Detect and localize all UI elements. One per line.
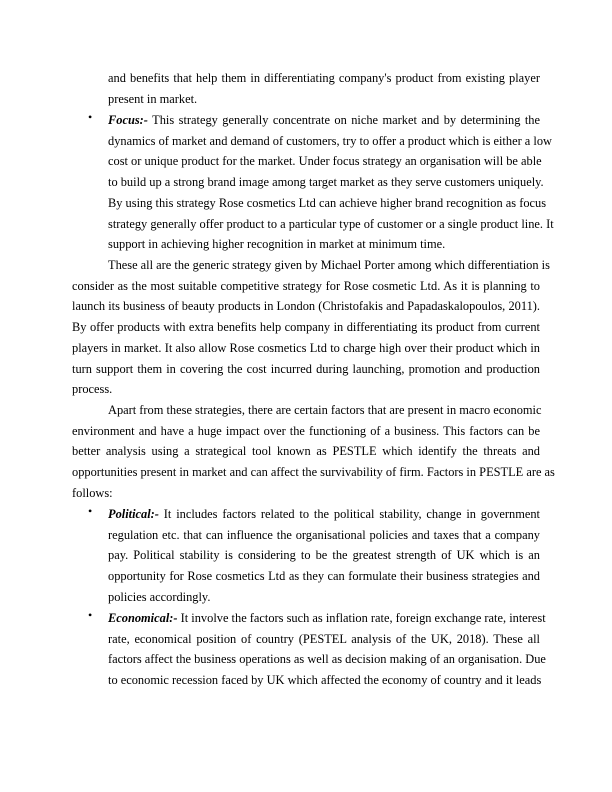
text-line: process. <box>72 382 113 397</box>
text-line: By offer products with extra benefits help company in differentiating its product from current <box>72 320 540 335</box>
political-first-line: It includes factors related to the political stability, change in government <box>158 507 540 521</box>
text-line: follows: <box>72 485 113 500</box>
economical-term: Economical:- <box>108 611 178 625</box>
text-line: present in market. <box>108 91 198 106</box>
continuation-paragraph <box>108 68 540 109</box>
text-line <box>108 608 546 629</box>
text-line: opportunity for Rose cosmetics Ltd as they can formulate their business strategies and <box>108 569 540 584</box>
text-line: rate, economical position of country (PESTEL analysis of the UK, 2018). These all <box>108 631 540 646</box>
text-line: better analysis using a strategical tool known as PESTLE which identify the threats and <box>72 444 540 459</box>
text-line: strategy generally offer product to a particular type of customer or a single product line. It <box>108 216 554 231</box>
text-line: factors affect the business operations as well as decision making of an organisation. Due <box>108 652 546 667</box>
text-line: support in achieving higher recognition in market at minimum time. <box>108 237 446 252</box>
bullet-icon: • <box>88 504 93 518</box>
economical-first-line: It involve the factors such as inflation rate, foreign exchange rate, interest <box>177 611 546 625</box>
focus-first-line: This strategy generally concentrate on niche market and by determining the <box>147 113 540 127</box>
text-line: to build up a strong brand image among target market as they serve customers uniquely. <box>108 175 544 190</box>
text-line: opportunities present in market and can affect the survivability of firm. Factors in PESTLE are as <box>72 465 555 480</box>
text-line <box>108 504 540 525</box>
text-line: turn support them in covering the cost incurred during launching, promotion and production <box>72 361 540 376</box>
economical-bullet-item <box>108 608 546 691</box>
text-line: and benefits that help them in differentiating company's product from existing player <box>108 71 540 85</box>
text-line: players in market. It also allow Rose cosmetics Ltd to charge high over their product which in <box>72 340 540 355</box>
political-term: Political:- <box>108 507 159 521</box>
text-line <box>108 110 540 131</box>
text-line: environment and have a huge impact over the functioning of a business. This factors can be <box>72 423 540 438</box>
bullet-icon: • <box>88 110 93 124</box>
paragraph-generic-strategy <box>72 255 550 400</box>
text-line: Apart from these strategies, there are certain factors that are present in macro economic <box>108 403 542 417</box>
text-line: to economic recession faced by UK which affected the economy of country and it leads <box>108 673 542 688</box>
paragraph-pestle-intro <box>72 400 555 504</box>
text-line: policies accordingly. <box>108 589 211 604</box>
text-line: dynamics of market and demand of customers, try to offer a product which is either a low <box>108 133 552 148</box>
text-line: launch its business of beauty products in London (Christofakis and Papadaskalopoulos, 2011). <box>72 299 540 314</box>
political-bullet-item <box>108 504 540 608</box>
text-line: regulation etc. that can influence the organisational policies and taxes that a company <box>108 527 540 542</box>
bullet-icon: • <box>88 608 93 622</box>
focus-bullet-item <box>108 110 554 255</box>
text-line: By using this strategy Rose cosmetics Ltd can achieve higher brand recognition as focus <box>108 195 547 210</box>
text-line: cost or unique product for the market. Under focus strategy an organisation will be able <box>108 154 542 169</box>
text-line: These all are the generic strategy given by Michael Porter among which differentiation is <box>108 258 550 272</box>
focus-term: Focus:- <box>108 113 148 127</box>
text-line: consider as the most suitable competitive strategy for Rose cosmetic Ltd. As it is planning to <box>72 278 540 293</box>
text-line: pay. Political stability is considering to be the greatest strength of UK which is an <box>108 548 540 563</box>
